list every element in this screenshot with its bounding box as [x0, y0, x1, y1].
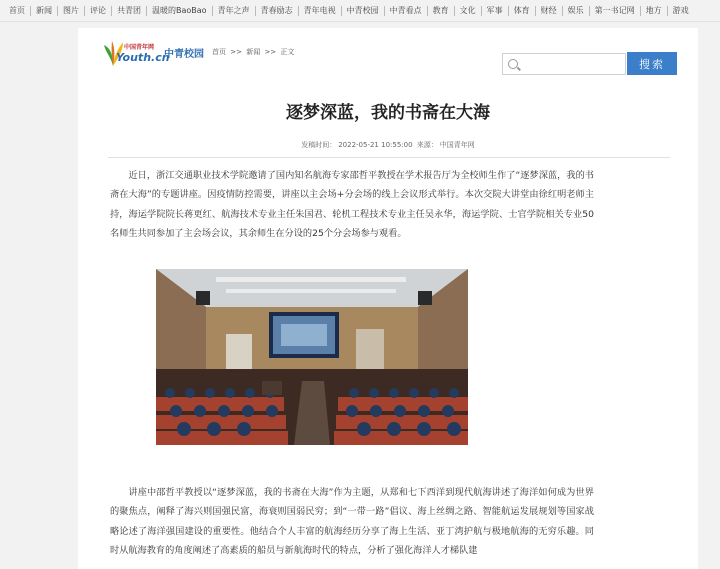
lecture-hall-photo — [156, 269, 468, 445]
section-brand[interactable]: 中青校园 — [164, 49, 204, 60]
search-input[interactable] — [523, 56, 623, 72]
publish-time: 2022-05-21 10:55:00 — [338, 141, 413, 149]
search-box — [502, 53, 626, 75]
topnav-item[interactable]: 青春励志 — [256, 6, 299, 16]
topnav-item[interactable]: 温暖的BaoBao — [147, 6, 213, 16]
topnav-item[interactable]: 体育 — [509, 6, 536, 16]
topnav-item[interactable]: 青年之声 — [213, 6, 256, 16]
top-navigation — [0, 0, 720, 22]
divider — [108, 157, 670, 158]
topnav-item[interactable]: 军事 — [482, 6, 509, 16]
breadcrumb-separator: >> — [230, 48, 242, 56]
topnav-item[interactable]: 教育 — [428, 6, 455, 16]
lecture-hall-illustration — [156, 269, 468, 445]
topnav-item[interactable]: 娱乐 — [563, 6, 590, 16]
logo-cn-text: 中国青年网 — [124, 44, 155, 51]
topnav-item[interactable]: 评论 — [85, 6, 112, 16]
topnav-item[interactable]: 图片 — [58, 6, 85, 16]
topnav-item[interactable]: 中青看点 — [385, 6, 428, 16]
topnav-item[interactable]: 地方 — [641, 6, 668, 16]
topnav-item[interactable]: 首页 — [4, 6, 31, 16]
article-meta — [78, 140, 698, 150]
topnav-item[interactable]: 共青团 — [112, 6, 147, 16]
topnav-item[interactable]: 游戏 — [672, 5, 689, 15]
topnav-item[interactable]: 青年电视 — [299, 6, 342, 16]
topnav-item[interactable]: 财经 — [536, 6, 563, 16]
topnav-item[interactable]: 新闻 — [31, 6, 58, 16]
breadcrumb-home[interactable]: 首页 — [212, 48, 226, 56]
search-button[interactable]: 搜索 — [627, 52, 677, 75]
breadcrumb-news[interactable]: 新闻 — [246, 48, 261, 56]
topnav-item[interactable]: 第一书记网 — [590, 6, 641, 16]
article-paragraph-1: 近日，浙江交通职业技术学院邀请了国内知名航海专家邵哲平教授在学术报告厅为全校师生作了“逐梦深蓝，我的书斋在大海”的专题讲座。因疫情防控需要，讲座以主会场+分会场的线上会议形式举行。本次交院大讲堂由徐红明老师主持，海运学院院长蒋更红、航海技术专业主任朱国君、轮机工程技术专业主任吴永华，海运学院、士官学院相关专业50名师生共同参加了主会场会议，其余师生在分设的25个分会场参与观看。 — [110, 170, 594, 240]
logo-en-text: Youth.cn — [116, 51, 170, 64]
topnav-item[interactable]: 中青校园 — [342, 6, 385, 16]
source-name: 中国青年网 — [439, 141, 475, 149]
article-paragraph-2: 讲座中邵哲平教授以“逐梦深蓝，我的书斋在大海”作为主题，从郑和七下西洋到现代航海讲述了海洋如何成为世界的聚焦点，阐释了海兴则国强民富，海衰则国弱民穷；到“一带一路”倡议、海上丝绸之路、智能航运发展规划等国家战略论述了海洋强国建设的重要性。他结合个人丰富的航海经历分享了海上生活、亚丁湾护航与极地航海的无穷乐趣。同时从航海教育的角度阐述了高素质的船员与新航海时代的特点，分析了强化海洋人才梯队建 — [110, 487, 594, 557]
search-icon — [508, 59, 518, 69]
source-label: 来源： — [416, 141, 438, 149]
youth-cn-logo[interactable] — [102, 37, 170, 71]
breadcrumb-current: 正文 — [280, 48, 295, 56]
article-title: 逐梦深蓝，我的书斋在大海 — [286, 103, 490, 123]
breadcrumb-separator: >> — [264, 48, 277, 56]
publish-time-label: 发稿时间： — [301, 141, 337, 149]
topnav-item[interactable]: 文化 — [455, 6, 482, 16]
breadcrumb — [212, 47, 296, 57]
